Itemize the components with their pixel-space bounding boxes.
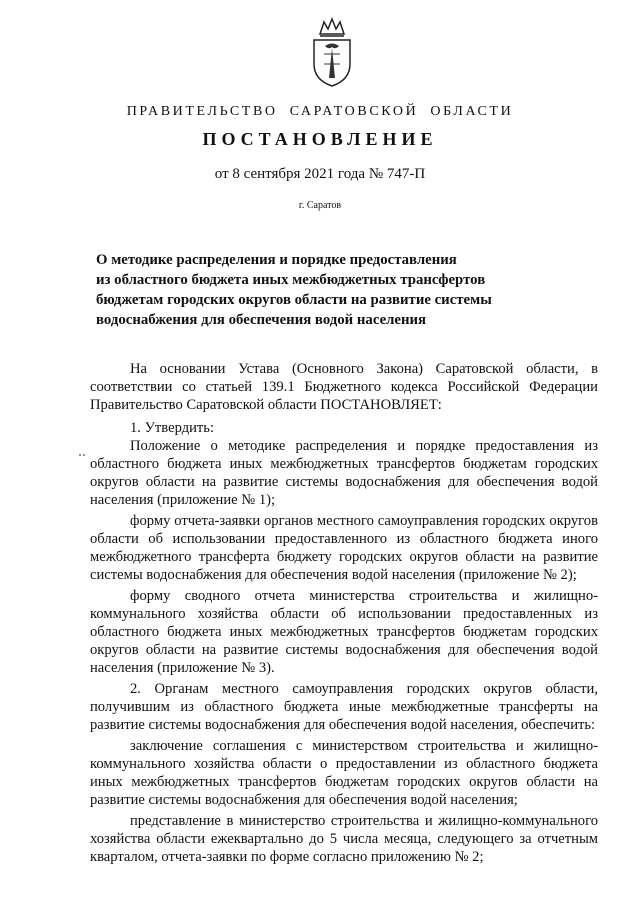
margin-mark (78, 452, 86, 458)
title-line: из областного бюджета иных межбюджетных трансфертов (96, 272, 486, 288)
paragraph-appendix-2: форму отчета-заявки органов местного самоуправления городских округов области об использовании предоставленного из областного бюджета иного межбюджетного трансферта бюджету городских округов области на развитие системы водоснабжения для обеспечения водой населения (приложение № 2); (90, 513, 598, 583)
document-type: ПОСТАНОВЛЕНИЕ (202, 129, 438, 149)
paragraph-agreement: заключение соглашения с министерством строительства и жилищно-коммунального хозяйства области о предоставлении из областного бюджета иных межбюджетных трансфертов бюджетам городских округов области на развитие системы водоснабжения для обеспечения водой населения; (90, 738, 598, 808)
title-line: водоснабжения для обеспечения водой населения (96, 312, 427, 328)
document-body (90, 360, 598, 869)
paragraph-appendix-3: форму сводного отчета министерства строительства и жилищно-коммунального хозяйства области об использовании предоставленных из областного бюджета иных межбюджетных трансфертов бюджетам городских округов области на развитие системы водоснабжения для обеспечения водой населения (приложение № 3). (90, 588, 598, 676)
paragraph-appendix-1: Положение о методике распределения и порядке предоставления из областного бюджета иных межбюджетных трансфертов бюджетам городских округов области на развитие системы водоснабжения для обеспечения водой населения (приложение № 1); (90, 438, 598, 508)
paragraph-preamble: На основании Устава (Основного Закона) Саратовской области, в соответствии со статьей 139.1 Бюджетного кодекса Российской Федерации Правительство Саратовской области ПОСТАНОВЛЯЕТ: (90, 361, 598, 413)
title-line: бюджетам городских округов области на развитие системы (96, 292, 492, 308)
issuing-authority: ПРАВИТЕЛЬСТВО САРАТОВСКОЙ ОБЛАСТИ (126, 104, 514, 119)
paragraph-reporting: представление в министерство строительства и жилищно-коммунального хозяйства области ежеквартально до 5 числа месяца, следующего за отчетным кварталом, отчета-заявки по форме согласно приложению № 2; (90, 813, 598, 865)
document-date-number: от 8 сентября 2021 года № 747-П (214, 166, 426, 182)
coat-of-arms-icon (308, 16, 356, 88)
title-line: О методике распределения и порядке предоставления (96, 252, 457, 268)
document-city: г. Саратов (298, 200, 342, 211)
document-title (96, 250, 496, 330)
paragraph-item-2: 2. Органам местного самоуправления городских округов области, получившим из областного бюджета иные межбюджетные трансферты на развитие системы водоснабжения для обеспечения водой населения, обеспечить: (90, 681, 598, 733)
paragraph-item-1: 1. Утвердить: (130, 420, 215, 436)
